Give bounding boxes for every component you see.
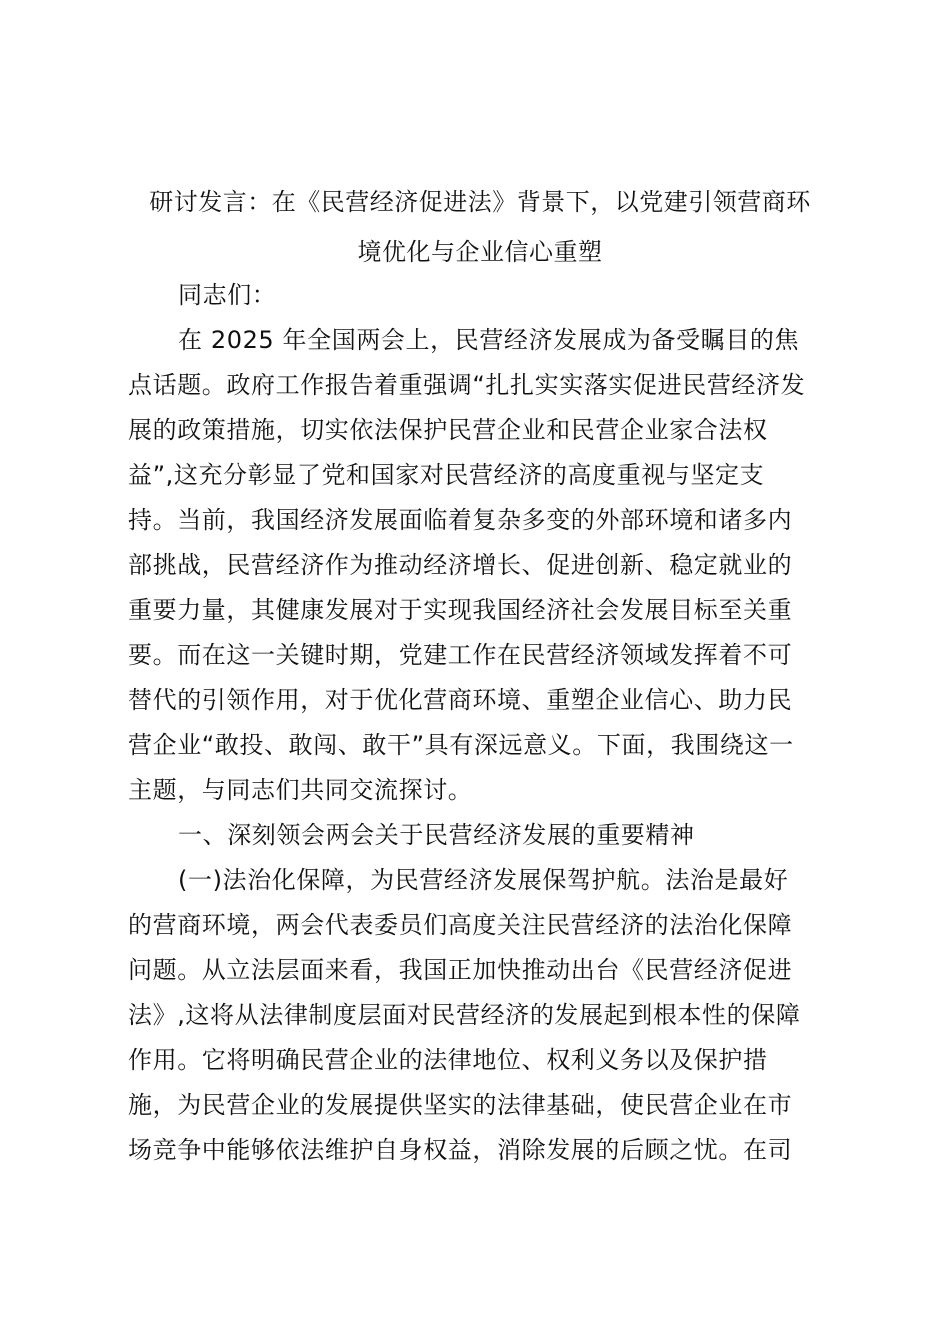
body-line: 同志们：: [178, 281, 277, 309]
body-line: 问题。从立法层面来看，我国正加快推动出台《民营经济促进: [128, 956, 793, 984]
body-line: 施，为民营企业的发展提供坚实的法律基础，使民营企业在市: [128, 1091, 793, 1119]
body-line: 在 2025 年全国两会上，民营经济发展成为备受瞩目的焦: [178, 326, 800, 354]
body-line: 重要力量，其健康发展对于实现我国经济社会发展目标至关重: [128, 596, 793, 624]
body-line: 作用。它将明确民营企业的法律地位、权利义务以及保护措: [128, 1046, 768, 1074]
body-line: 一、深刻领会两会关于民营经济发展的重要精神: [178, 821, 695, 849]
body-line: 法》,这将从法律制度层面对民营经济的发展起到根本性的保障: [128, 1001, 801, 1029]
body-line: 展的政策措施，切实依法保护民营企业和民营企业家合法权: [128, 416, 768, 444]
body-line: 部挑战，民营经济作为推动经济增长、促进创新、稳定就业的: [128, 551, 793, 579]
document-body: [128, 273, 838, 1173]
document-title: [110, 177, 850, 277]
title-line: 境优化与企业信心重塑: [357, 238, 603, 266]
body-line: 点话题。政府工作报告着重强调“扎扎实实落实促进民营经济发: [128, 371, 806, 399]
title-line: 研讨发言：在《民营经济促进法》背景下，以党建引领营商环: [149, 188, 811, 216]
body-line: 益”,这充分彰显了党和国家对民营经济的高度重视与坚定支: [128, 461, 765, 489]
body-line: 主题，与同志们共同交流探讨。: [128, 776, 473, 804]
body-line: 的营商环境，两会代表委员们高度关注民营经济的法治化保障: [128, 911, 793, 939]
body-line: 营企业“敢投、敢闯、敢干”具有深远意义。下面，我围绕这一: [128, 731, 794, 759]
body-line: (一)法治化保障，为民营经济发展保驾护航。法治是最好: [178, 866, 789, 894]
body-line: 要。而在这一关键时期，党建工作在民营经济领域发挥着不可: [128, 641, 793, 669]
body-line: 持。当前，我国经济发展面临着复杂多变的外部环境和诸多内: [128, 506, 793, 534]
body-line: 场竞争中能够依法维护自身权益，消除发展的后顾之忧。在司: [128, 1136, 793, 1164]
body-line: 替代的引领作用，对于优化营商环境、重塑企业信心、助力民: [128, 686, 793, 714]
